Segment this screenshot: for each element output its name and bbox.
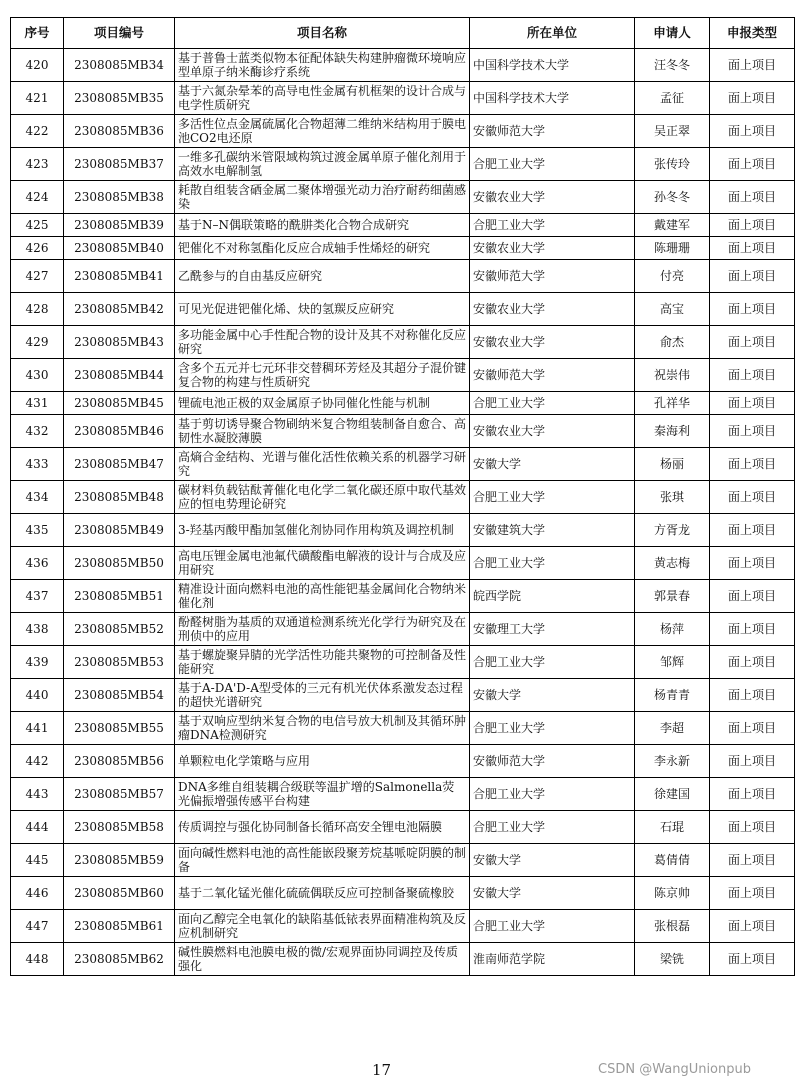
- cell-type: 面上项目: [710, 943, 795, 976]
- cell-type: 面上项目: [710, 778, 795, 811]
- cell-type: 面上项目: [710, 547, 795, 580]
- table-header-row: [11, 18, 795, 49]
- cell-type: 面上项目: [710, 679, 795, 712]
- cell-no: 444: [11, 811, 64, 844]
- cell-code: 2308085MB39: [64, 214, 175, 237]
- table-row: [11, 679, 795, 712]
- cell-name: 基于螺旋聚异腈的光学活性功能共聚物的可控制备及性能研究: [175, 646, 470, 679]
- table-row: [11, 293, 795, 326]
- cell-name: 基于六氮杂晕苯的高导电性金属有机框架的设计合成与电学性质研究: [175, 82, 470, 115]
- cell-name: 单颗粒电化学策略与应用: [175, 745, 470, 778]
- header-type: 申报类型: [710, 18, 795, 49]
- cell-unit: 安徽农业大学: [470, 237, 635, 260]
- cell-type: 面上项目: [710, 580, 795, 613]
- header-name: 项目名称: [175, 18, 470, 49]
- cell-type: 面上项目: [710, 82, 795, 115]
- cell-applicant: 杨萍: [635, 613, 710, 646]
- cell-applicant: 张琪: [635, 481, 710, 514]
- cell-name: 锂硫电池正极的双金属原子协同催化性能与机制: [175, 392, 470, 415]
- cell-unit: 安徽建筑大学: [470, 514, 635, 547]
- cell-type: 面上项目: [710, 481, 795, 514]
- cell-no: 422: [11, 115, 64, 148]
- cell-applicant: 邹辉: [635, 646, 710, 679]
- table-row: [11, 326, 795, 359]
- cell-unit: 合肥工业大学: [470, 646, 635, 679]
- table-row: [11, 910, 795, 943]
- cell-code: 2308085MB41: [64, 260, 175, 293]
- cell-no: 448: [11, 943, 64, 976]
- cell-code: 2308085MB45: [64, 392, 175, 415]
- cell-code: 2308085MB42: [64, 293, 175, 326]
- cell-unit: 安徽师范大学: [470, 745, 635, 778]
- cell-applicant: 张传玲: [635, 148, 710, 181]
- cell-name: 可见光促进钯催化烯、炔的氢羰反应研究: [175, 293, 470, 326]
- cell-type: 面上项目: [710, 115, 795, 148]
- cell-type: 面上项目: [710, 392, 795, 415]
- cell-unit: 合肥工业大学: [470, 811, 635, 844]
- cell-applicant: 徐建国: [635, 778, 710, 811]
- cell-applicant: 葛倩倩: [635, 844, 710, 877]
- cell-unit: 合肥工业大学: [470, 778, 635, 811]
- cell-no: 426: [11, 237, 64, 260]
- cell-code: 2308085MB60: [64, 877, 175, 910]
- cell-no: 439: [11, 646, 64, 679]
- cell-no: 446: [11, 877, 64, 910]
- cell-type: 面上项目: [710, 148, 795, 181]
- cell-no: 438: [11, 613, 64, 646]
- cell-no: 435: [11, 514, 64, 547]
- cell-unit: 安徽农业大学: [470, 326, 635, 359]
- cell-applicant: 秦海利: [635, 415, 710, 448]
- cell-code: 2308085MB57: [64, 778, 175, 811]
- cell-unit: 安徽农业大学: [470, 415, 635, 448]
- table-body: [11, 49, 795, 976]
- table-row: [11, 547, 795, 580]
- table-row: [11, 181, 795, 214]
- cell-applicant: 陈珊珊: [635, 237, 710, 260]
- cell-applicant: 石琨: [635, 811, 710, 844]
- cell-no: 433: [11, 448, 64, 481]
- cell-no: 447: [11, 910, 64, 943]
- cell-type: 面上项目: [710, 214, 795, 237]
- cell-no: 437: [11, 580, 64, 613]
- cell-applicant: 戴建军: [635, 214, 710, 237]
- table-row: [11, 237, 795, 260]
- cell-name: 基于剪切诱导聚合物刷纳米复合物组装制备自愈合、高韧性水凝胶薄膜: [175, 415, 470, 448]
- cell-name: 碱性膜燃料电池膜电极的微/宏观界面协同调控及传质强化: [175, 943, 470, 976]
- header-unit: 所在单位: [470, 18, 635, 49]
- cell-code: 2308085MB37: [64, 148, 175, 181]
- cell-name: 一维多孔碳纳米管限域构筑过渡金属单原子催化剂用于高效水电解制氢: [175, 148, 470, 181]
- table-row: [11, 359, 795, 392]
- cell-code: 2308085MB58: [64, 811, 175, 844]
- cell-name: 碳材料负载钴酞菁催化电化学二氧化碳还原中取代基效应的恒电势理论研究: [175, 481, 470, 514]
- cell-code: 2308085MB56: [64, 745, 175, 778]
- table-row: [11, 613, 795, 646]
- cell-applicant: 孟征: [635, 82, 710, 115]
- cell-name: 基于A-DA'D-A型受体的三元有机光伏体系激发态过程的超快光谱研究: [175, 679, 470, 712]
- cell-type: 面上项目: [710, 514, 795, 547]
- cell-type: 面上项目: [710, 844, 795, 877]
- cell-type: 面上项目: [710, 49, 795, 82]
- cell-type: 面上项目: [710, 415, 795, 448]
- table-row: [11, 214, 795, 237]
- cell-code: 2308085MB53: [64, 646, 175, 679]
- cell-type: 面上项目: [710, 448, 795, 481]
- cell-applicant: 黄志梅: [635, 547, 710, 580]
- cell-unit: 合肥工业大学: [470, 547, 635, 580]
- table-row: [11, 115, 795, 148]
- cell-applicant: 孔祥华: [635, 392, 710, 415]
- cell-no: 429: [11, 326, 64, 359]
- cell-applicant: 杨丽: [635, 448, 710, 481]
- cell-name: 乙酰参与的自由基反应研究: [175, 260, 470, 293]
- cell-type: 面上项目: [710, 646, 795, 679]
- table-row: [11, 877, 795, 910]
- cell-unit: 合肥工业大学: [470, 214, 635, 237]
- cell-no: 430: [11, 359, 64, 392]
- cell-unit: 合肥工业大学: [470, 481, 635, 514]
- cell-type: 面上项目: [710, 326, 795, 359]
- cell-unit: 安徽师范大学: [470, 260, 635, 293]
- cell-no: 427: [11, 260, 64, 293]
- cell-no: 420: [11, 49, 64, 82]
- table-row: [11, 943, 795, 976]
- cell-code: 2308085MB51: [64, 580, 175, 613]
- cell-no: 445: [11, 844, 64, 877]
- cell-unit: 安徽大学: [470, 679, 635, 712]
- cell-code: 2308085MB55: [64, 712, 175, 745]
- project-table: [10, 17, 795, 976]
- cell-name: 含多个五元并七元环非交替稠环芳烃及其超分子混价键复合物的构建与性质研究: [175, 359, 470, 392]
- cell-code: 2308085MB49: [64, 514, 175, 547]
- cell-name: 基于二氧化锰光催化硫硫偶联反应可控制备聚硫橡胶: [175, 877, 470, 910]
- cell-code: 2308085MB35: [64, 82, 175, 115]
- header-code: 项目编号: [64, 18, 175, 49]
- cell-unit: 皖西学院: [470, 580, 635, 613]
- cell-type: 面上项目: [710, 613, 795, 646]
- cell-name: 多活性位点金属硫属化合物超薄二维纳米结构用于膜电池CO2电还原: [175, 115, 470, 148]
- cell-applicant: 汪冬冬: [635, 49, 710, 82]
- cell-code: 2308085MB40: [64, 237, 175, 260]
- cell-no: 441: [11, 712, 64, 745]
- cell-code: 2308085MB62: [64, 943, 175, 976]
- cell-no: 436: [11, 547, 64, 580]
- cell-unit: 安徽农业大学: [470, 293, 635, 326]
- cell-type: 面上项目: [710, 181, 795, 214]
- cell-unit: 合肥工业大学: [470, 910, 635, 943]
- cell-name: 传质调控与强化协同制备长循环高安全锂电池隔膜: [175, 811, 470, 844]
- table-row: [11, 811, 795, 844]
- cell-code: 2308085MB46: [64, 415, 175, 448]
- cell-applicant: 孙冬冬: [635, 181, 710, 214]
- cell-name: 基于双响应型纳米复合物的电信号放大机制及其循环肿瘤DNA检测研究: [175, 712, 470, 745]
- cell-unit: 安徽理工大学: [470, 613, 635, 646]
- table-row: [11, 415, 795, 448]
- cell-code: 2308085MB38: [64, 181, 175, 214]
- cell-unit: 合肥工业大学: [470, 392, 635, 415]
- cell-type: 面上项目: [710, 237, 795, 260]
- table-row: [11, 260, 795, 293]
- cell-unit: 淮南师范学院: [470, 943, 635, 976]
- table-row: [11, 646, 795, 679]
- table-row: [11, 392, 795, 415]
- cell-type: 面上项目: [710, 359, 795, 392]
- cell-unit: 合肥工业大学: [470, 148, 635, 181]
- watermark-text: CSDN @WangUnionpub: [598, 1062, 751, 1077]
- cell-name: 面向碱性燃料电池的高性能嵌段聚芳烷基哌啶阴膜的制备: [175, 844, 470, 877]
- cell-no: 443: [11, 778, 64, 811]
- cell-unit: 安徽大学: [470, 877, 635, 910]
- cell-unit: 安徽师范大学: [470, 359, 635, 392]
- table-row: [11, 580, 795, 613]
- table-row: [11, 448, 795, 481]
- table-row: [11, 712, 795, 745]
- page-number: 17: [371, 1061, 392, 1079]
- cell-no: 428: [11, 293, 64, 326]
- cell-no: 434: [11, 481, 64, 514]
- cell-name: 多功能金属中心手性配合物的设计及其不对称催化反应研究: [175, 326, 470, 359]
- cell-code: 2308085MB52: [64, 613, 175, 646]
- cell-name: 基于N–N偶联策略的酰肼类化合物合成研究: [175, 214, 470, 237]
- cell-applicant: 李永新: [635, 745, 710, 778]
- cell-type: 面上项目: [710, 712, 795, 745]
- cell-name: 基于普鲁士蓝类似物本征配体缺失构建肿瘤微环境响应型单原子纳米酶诊疗系统: [175, 49, 470, 82]
- table-row: [11, 514, 795, 547]
- table-row: [11, 844, 795, 877]
- cell-name: 3-羟基丙酸甲酯加氢催化剂协同作用构筑及调控机制: [175, 514, 470, 547]
- cell-applicant: 高宝: [635, 293, 710, 326]
- cell-no: 442: [11, 745, 64, 778]
- cell-no: 425: [11, 214, 64, 237]
- cell-code: 2308085MB48: [64, 481, 175, 514]
- table-row: [11, 49, 795, 82]
- cell-code: 2308085MB44: [64, 359, 175, 392]
- cell-applicant: 杨青青: [635, 679, 710, 712]
- cell-no: 423: [11, 148, 64, 181]
- cell-unit: 合肥工业大学: [470, 712, 635, 745]
- cell-applicant: 吴正翠: [635, 115, 710, 148]
- cell-unit: 中国科学技术大学: [470, 82, 635, 115]
- cell-unit: 安徽大学: [470, 844, 635, 877]
- cell-applicant: 陈京帅: [635, 877, 710, 910]
- cell-applicant: 付亮: [635, 260, 710, 293]
- cell-code: 2308085MB54: [64, 679, 175, 712]
- header-no: 序号: [11, 18, 64, 49]
- cell-code: 2308085MB36: [64, 115, 175, 148]
- cell-unit: 安徽大学: [470, 448, 635, 481]
- cell-code: 2308085MB47: [64, 448, 175, 481]
- cell-unit: 安徽师范大学: [470, 115, 635, 148]
- cell-unit: 中国科学技术大学: [470, 49, 635, 82]
- cell-code: 2308085MB34: [64, 49, 175, 82]
- cell-applicant: 郭景春: [635, 580, 710, 613]
- table-row: [11, 481, 795, 514]
- cell-code: 2308085MB59: [64, 844, 175, 877]
- cell-type: 面上项目: [710, 745, 795, 778]
- cell-name: 耗散自组装含硒金属二聚体增强光动力治疗耐药细菌感染: [175, 181, 470, 214]
- cell-no: 432: [11, 415, 64, 448]
- cell-no: 431: [11, 392, 64, 415]
- cell-unit: 安徽农业大学: [470, 181, 635, 214]
- table-row: [11, 778, 795, 811]
- table-row: [11, 148, 795, 181]
- cell-applicant: 李超: [635, 712, 710, 745]
- cell-name: 面向乙醇完全电氧化的缺陷基低铱表界面精准构筑及反应机制研究: [175, 910, 470, 943]
- cell-name: DNA多维自组装耦合级联等温扩增的Salmonella荧光偏振增强传感平台构建: [175, 778, 470, 811]
- cell-no: 440: [11, 679, 64, 712]
- cell-name: 高熵合金结构、光谱与催化活性依赖关系的机器学习研究: [175, 448, 470, 481]
- cell-name: 高电压锂金属电池氟代磺酸酯电解液的设计与合成及应用研究: [175, 547, 470, 580]
- cell-no: 421: [11, 82, 64, 115]
- cell-type: 面上项目: [710, 293, 795, 326]
- cell-type: 面上项目: [710, 260, 795, 293]
- cell-code: 2308085MB61: [64, 910, 175, 943]
- cell-name: 钯催化不对称氢酯化反应合成轴手性烯烃的研究: [175, 237, 470, 260]
- cell-type: 面上项目: [710, 910, 795, 943]
- table-row: [11, 745, 795, 778]
- cell-applicant: 方胥龙: [635, 514, 710, 547]
- cell-name: 酚醛树脂为基质的双通道检测系统光化学行为研究及在刑侦中的应用: [175, 613, 470, 646]
- cell-code: 2308085MB43: [64, 326, 175, 359]
- cell-applicant: 张根磊: [635, 910, 710, 943]
- cell-name: 精准设计面向燃料电池的高性能钯基金属间化合物纳米催化剂: [175, 580, 470, 613]
- table-row: [11, 82, 795, 115]
- header-applicant: 申请人: [635, 18, 710, 49]
- cell-applicant: 祝崇伟: [635, 359, 710, 392]
- cell-applicant: 梁铣: [635, 943, 710, 976]
- cell-type: 面上项目: [710, 877, 795, 910]
- cell-no: 424: [11, 181, 64, 214]
- cell-type: 面上项目: [710, 811, 795, 844]
- cell-applicant: 俞杰: [635, 326, 710, 359]
- cell-code: 2308085MB50: [64, 547, 175, 580]
